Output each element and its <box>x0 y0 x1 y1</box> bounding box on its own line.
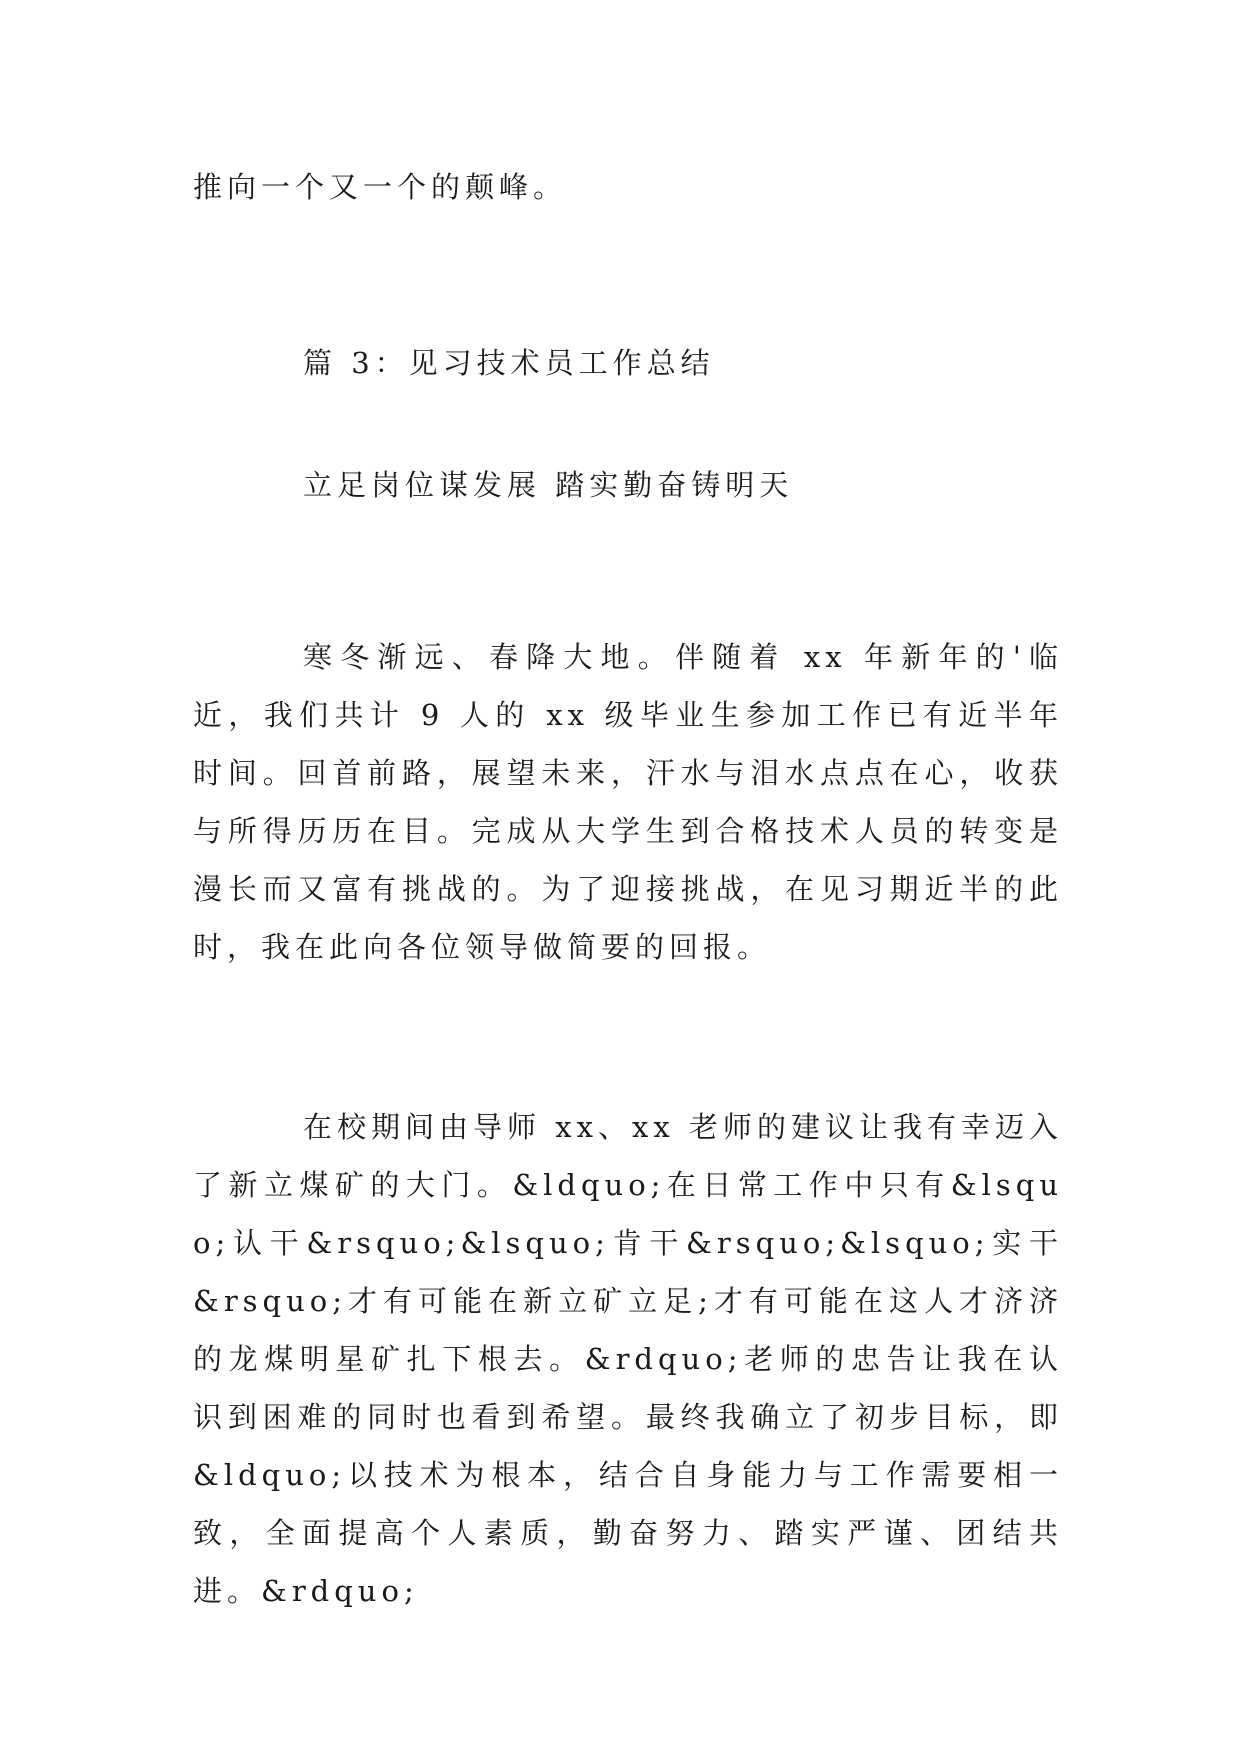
body-paragraph-1: 寒冬渐远、春降大地。伴随着 xx 年新年的'临近，我们共计 9 人的 xx 级毕业生参加工作已有近半年时间。回首前路，展望未来，汗水与泪水点点在心，收获与所得历历在目。完成从大学生到合格技术人员的转变是漫长而又富有挑战的。为了迎接挑战，在见习期近半的此时，我在此向各位领导做简要的回报。 <box>193 640 1063 964</box>
body-paragraph-2: 在校期间由导师 xx、xx 老师的建议让我有幸迈入了新立煤矿的大门。&ldquo;在日常工作中只有&lsquo;认干&rsquo;&lsquo;肯干&rsquo;&lsquo;实干&rsquo;才有可能在新立矿立足;才有可能在这人才济济的龙煤明星矿扎下根去。&rdquo;老师的忠告让我在认识到困难的同时也看到希望。最终我确立了初步目标，即&ldquo;以技术为根本，结合自身能力与工作需要相一致，全面提高个人素质，勤奋努力、踏实严谨、团结共进。&rdquo; <box>193 1110 1063 1608</box>
continuation-line: 推向一个又一个的颠峰。 <box>193 170 568 204</box>
section-heading: 篇 3：见习技术员工作总结 <box>303 346 715 380</box>
section-subtitle: 立足岗位谋发展 踏实勤奋铸明天 <box>303 468 794 502</box>
